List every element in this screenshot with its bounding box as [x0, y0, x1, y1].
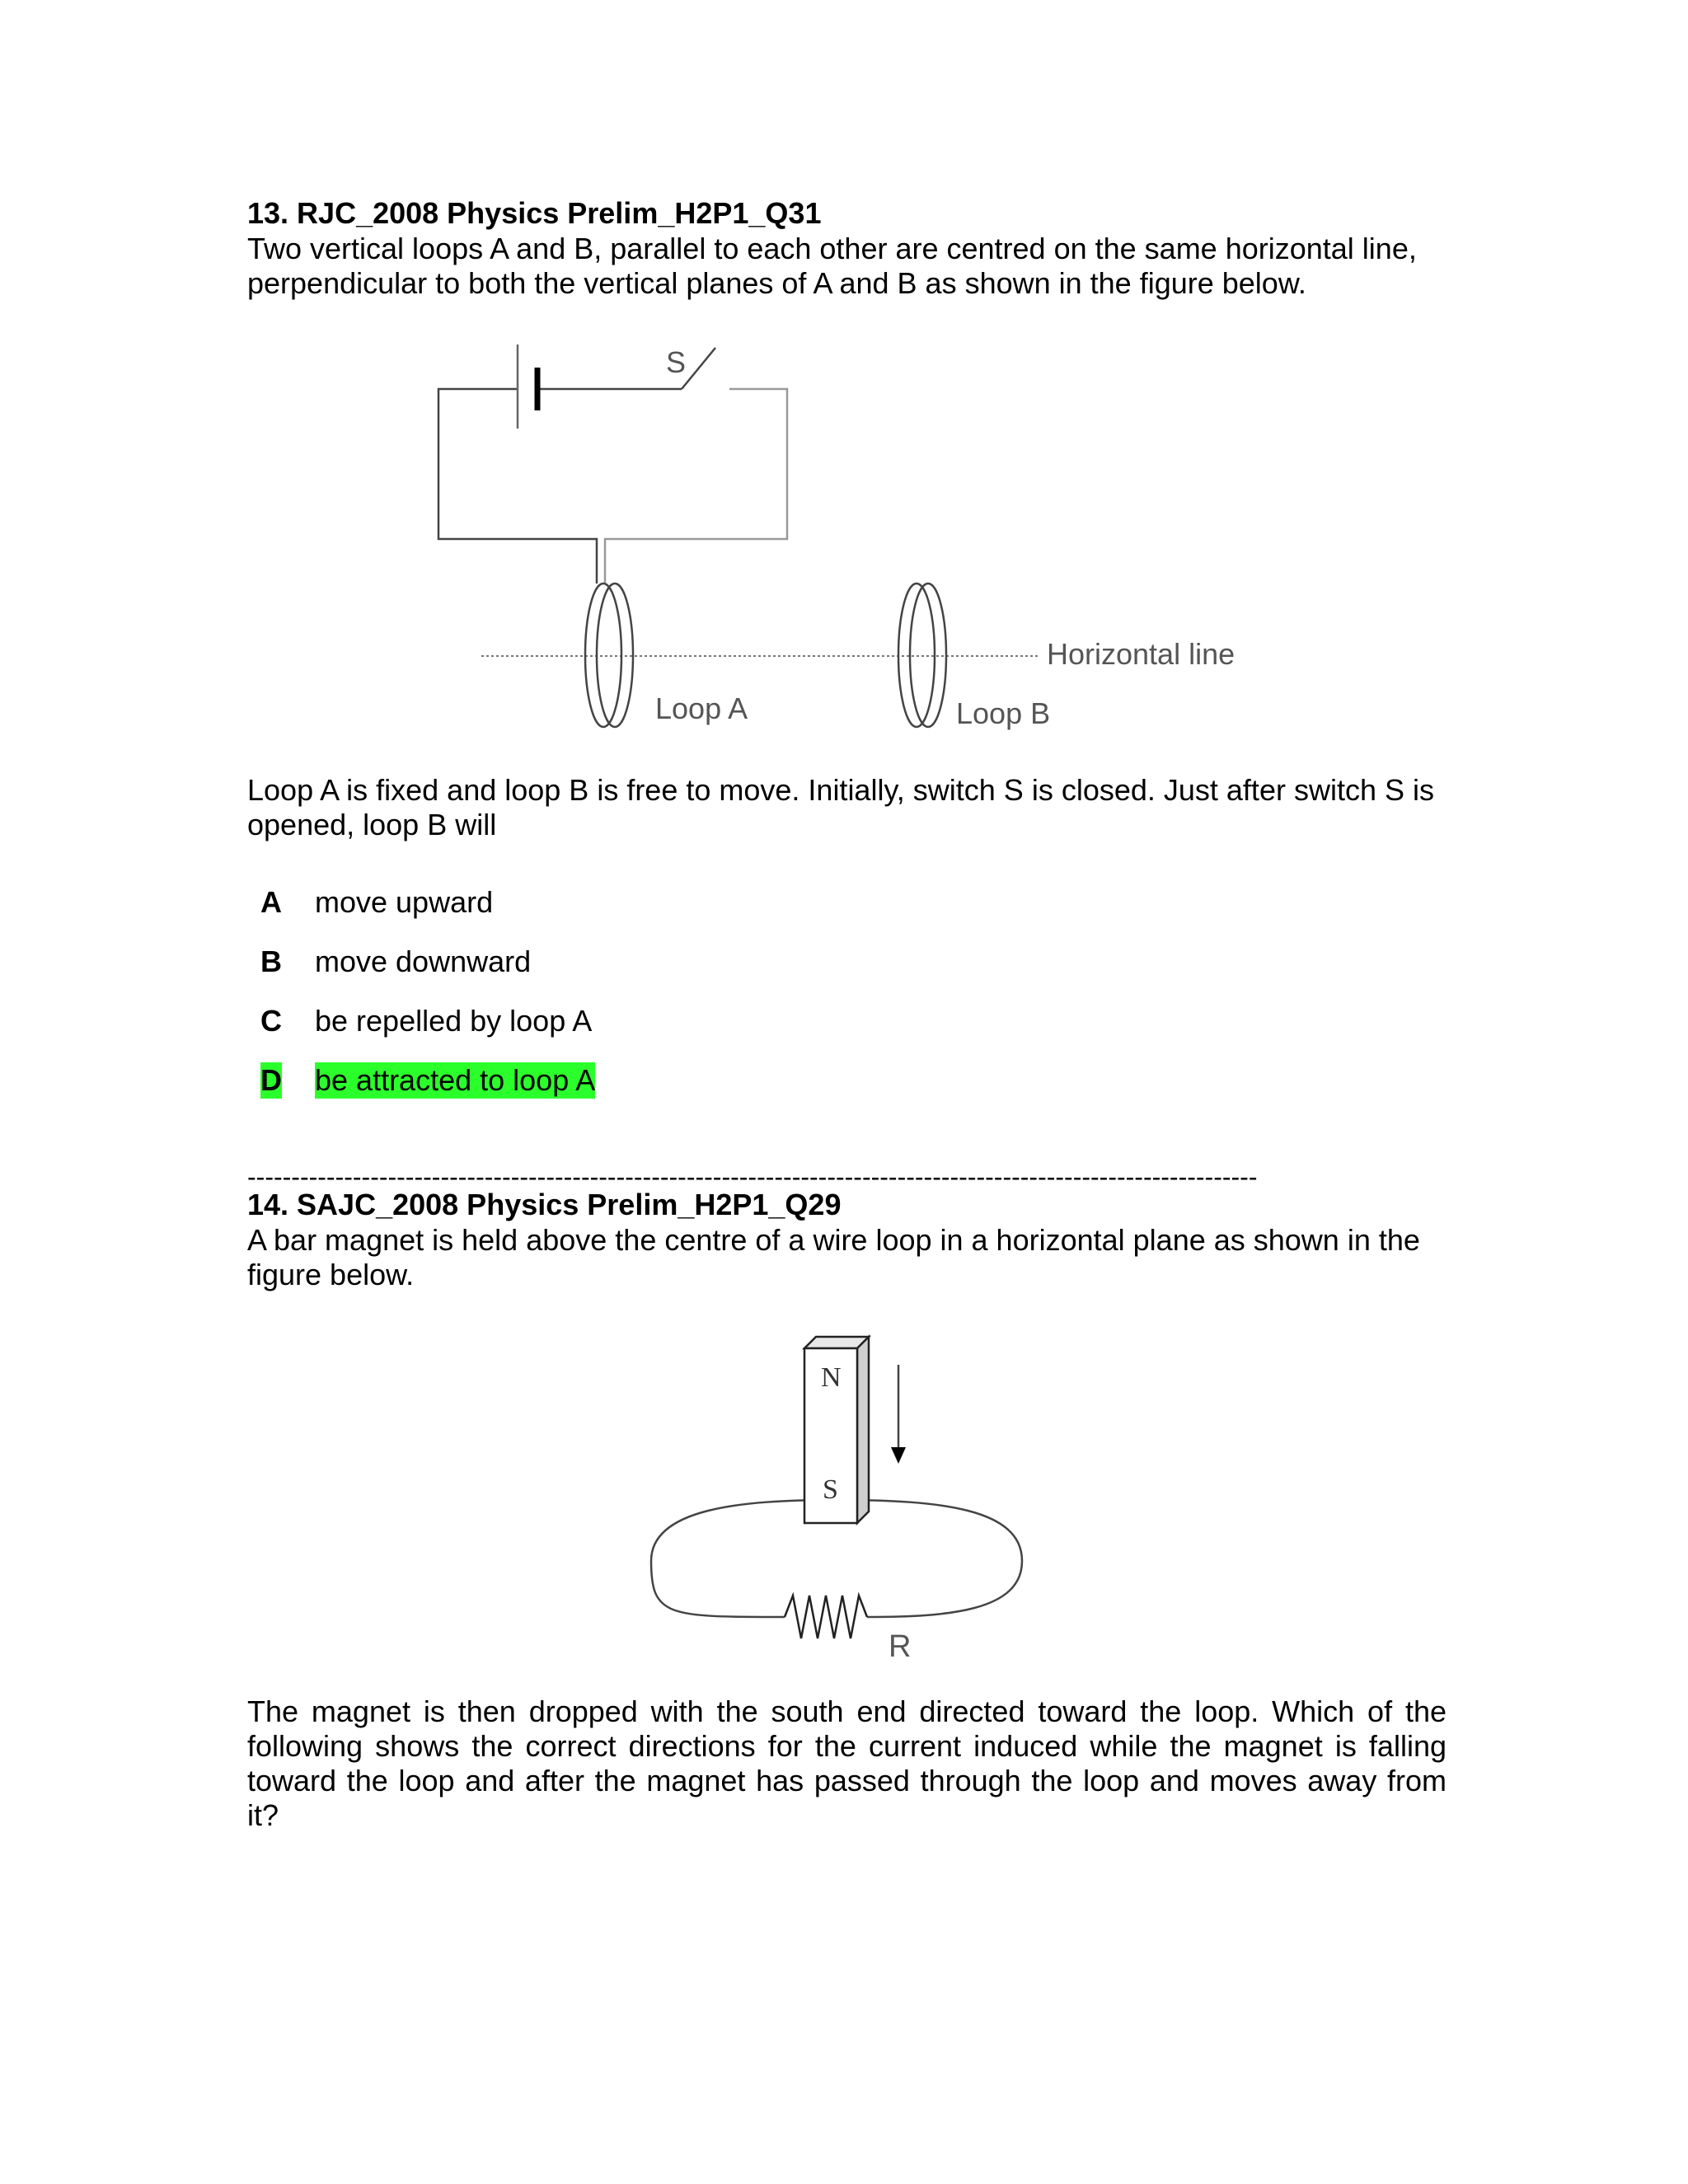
- option-d-letter: D: [260, 1063, 282, 1097]
- magnet-north-label: N: [821, 1362, 842, 1393]
- q13-title: 13. RJC_2008 Physics Prelim_H2P1_Q31: [247, 196, 822, 230]
- option-b-text: move downward: [315, 944, 532, 978]
- switch-label: S: [666, 345, 687, 379]
- magnet-south-label: S: [823, 1474, 838, 1505]
- q14-title: 14. SAJC_2008 Physics Prelim_H2P1_Q29: [247, 1188, 842, 1221]
- option-c-letter: C: [260, 1004, 282, 1038]
- down-arrow-icon: [891, 1365, 906, 1464]
- option-c-text: be repelled by loop A: [315, 1004, 593, 1038]
- section-divider: -------------------------------------------------------------------------------------------------------------------: [247, 1162, 1258, 1192]
- option-a-text: move upward: [315, 885, 494, 919]
- loop-b-label: Loop B: [956, 696, 1051, 730]
- option-a-letter: A: [260, 885, 282, 919]
- horizontal-line-label: Horizontal line: [1047, 637, 1236, 671]
- q14-intro: A bar magnet is held above the centre of a wire loop in a horizontal plane as shown in the figure below.: [247, 1223, 1420, 1291]
- q13-intro: Two vertical loops A and B, parallel to each other are centred on the same horizontal line, perpendicular to both the vertical planes of A and B as shown in the figure below.: [247, 232, 1417, 300]
- option-b-letter: B: [260, 944, 282, 978]
- resistor-zigzag: [785, 1596, 867, 1638]
- loop-a-label: Loop A: [655, 691, 748, 725]
- magnet-side-face: [857, 1337, 869, 1523]
- option-d-text: be attracted to loop A: [315, 1063, 596, 1097]
- q13-question: Loop A is fixed and loop B is free to move. Initially, switch S is closed. Just after switch S is opened, loop B will: [247, 773, 1434, 841]
- q14-question: The magnet is then dropped with the south end directed toward the loop. Which of the following shows the correct directions for the current induced while the magnet is falling toward the loop and after the magnet has passed through the loop and moves away from it?: [247, 1694, 1447, 1832]
- resistor-label: R: [889, 1629, 912, 1664]
